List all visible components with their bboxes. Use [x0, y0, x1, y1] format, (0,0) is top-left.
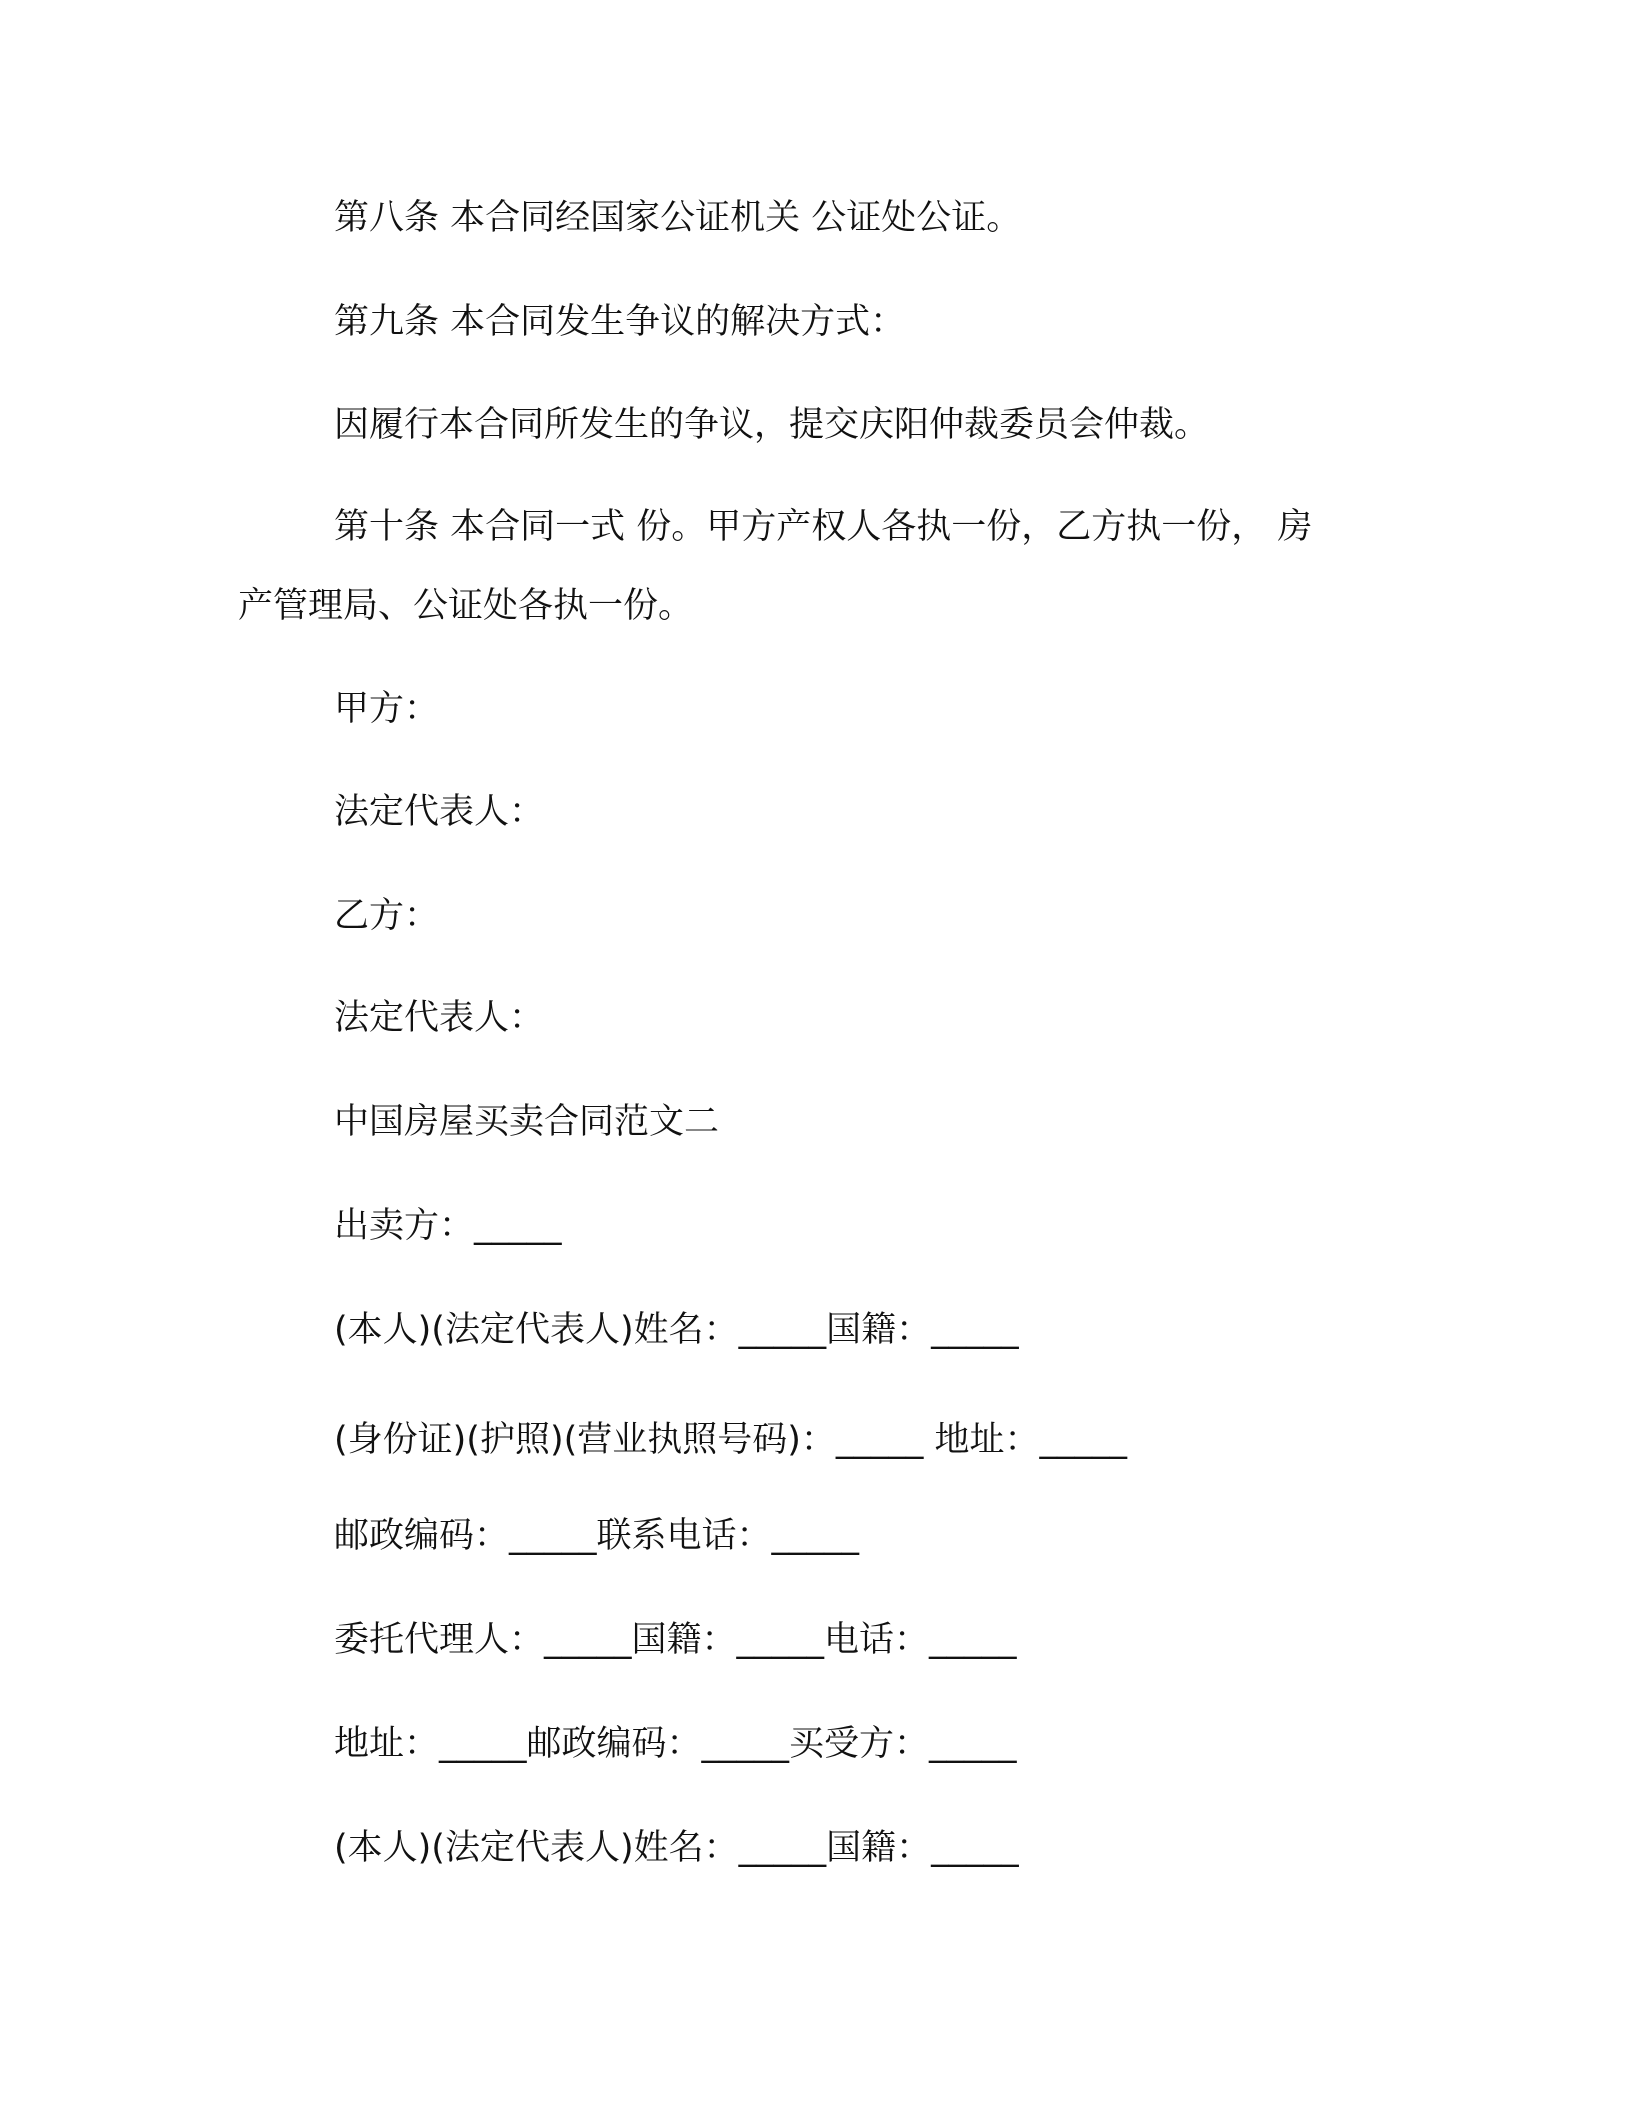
- article-9-heading: 第九条 本合同发生争议的解决方式：: [334, 302, 906, 342]
- article-9-body: 因履行本合同所发生的争议，提交庆阳仲裁委员会仲裁。: [334, 405, 1210, 445]
- buyer-name-line: (本人)(法定代表人)姓名：_____国籍：_____: [334, 1828, 1019, 1868]
- article-8: 第八条 本合同经国家公证机关 公证处公证。: [334, 198, 1022, 238]
- seller-id-line: (身份证)(护照)(营业执照号码)：_____ 地址：_____: [334, 1420, 1128, 1460]
- seller-line: 出卖方：_____: [334, 1206, 562, 1246]
- party-b-representative-label: 法定代表人：: [334, 998, 545, 1038]
- article-10-line-1: 第十条 本合同一式 份。甲方产权人各执一份，乙方执一份， 房: [334, 507, 1313, 547]
- agent-address-line: 地址：_____邮政编码：_____买受方：_____: [334, 1724, 1017, 1764]
- seller-postal-line: 邮政编码：_____联系电话：_____: [334, 1516, 860, 1556]
- agent-line: 委托代理人：_____国籍：_____电话：_____: [334, 1620, 1017, 1660]
- party-a-representative-label: 法定代表人：: [334, 792, 545, 832]
- seller-name-line: (本人)(法定代表人)姓名：_____国籍：_____: [334, 1310, 1019, 1350]
- sample-contract-title: 中国房屋买卖合同范文二: [334, 1102, 720, 1142]
- party-a-label: 甲方：: [334, 689, 440, 729]
- article-10-line-2: 产管理局、公证处各执一份。: [238, 586, 694, 626]
- party-b-label: 乙方：: [334, 896, 440, 936]
